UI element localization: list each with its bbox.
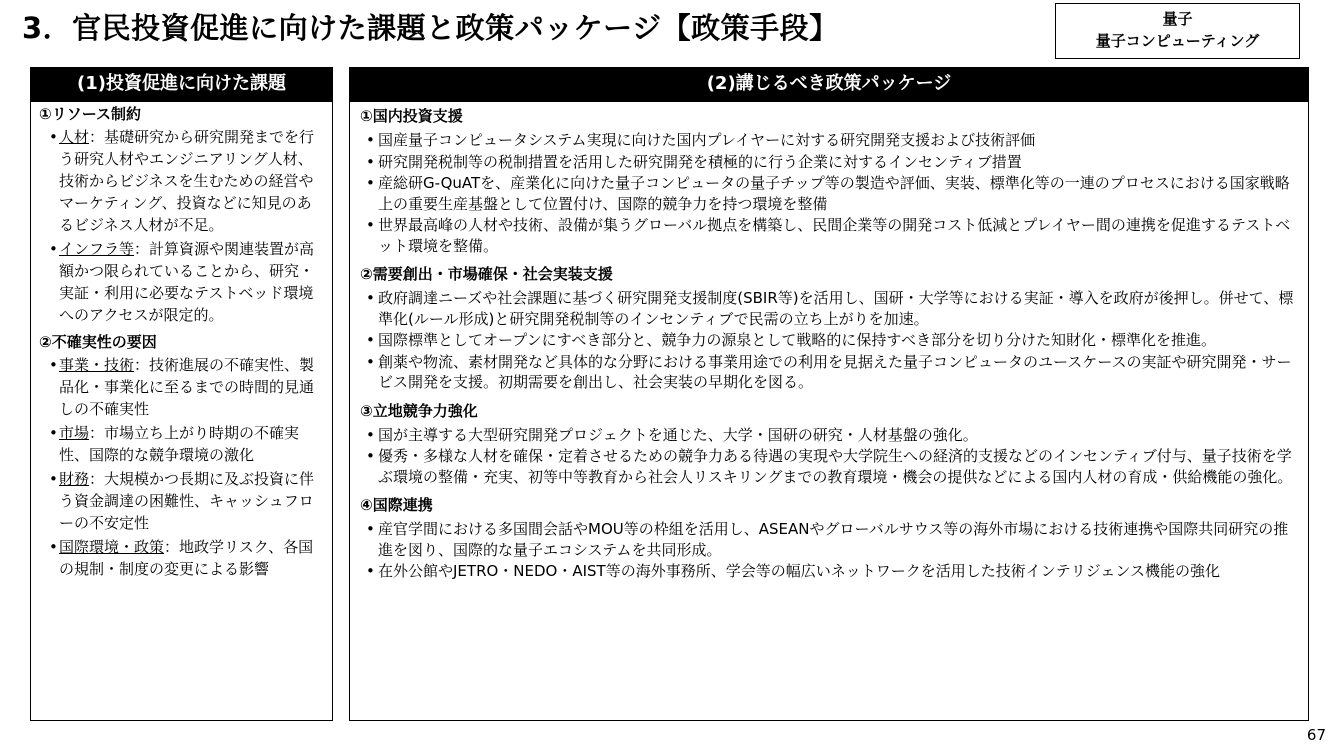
- item-term: 市場: [59, 424, 90, 442]
- section-title: ④国際連携: [360, 496, 433, 514]
- page-title: 3．官民投資促進に向けた課題と政策パッケージ【政策手段】: [22, 11, 839, 45]
- item-term: 人材: [59, 128, 90, 146]
- bullet-list: [360, 130, 1298, 256]
- list-item: • 国際標準としてオープンにすべき部分と、競争力の源泉として戦略的に保持すべき部分を切り分けた知財化・標準化を推進。: [360, 330, 1298, 351]
- section-title: ②不確実性の要因: [39, 333, 157, 351]
- item-term: インフラ等: [59, 240, 135, 258]
- list-item: [39, 354, 324, 420]
- item-text: ：大規模かつ長期に及ぶ投資に伴う資金調達の困難性、キャッシュフローの不安定性: [59, 470, 315, 532]
- policy-package-panel: [349, 67, 1309, 721]
- category-tag: [1055, 3, 1300, 59]
- section-title: ①リソース制約: [39, 105, 141, 123]
- list-item: [39, 422, 324, 466]
- category-tag-line2: 量子コンピューティング: [1095, 32, 1260, 50]
- list-item: • 世界最高峰の人材や技術、設備が集うグローバル拠点を構築し、民間企業等の開発コスト低減とプレイヤー間の連携を促進するテストベット環境を整備。: [360, 215, 1298, 256]
- section-title: ②需要創出・市場確保・社会実装支援: [360, 265, 613, 283]
- item-term: 国際環境・政策: [59, 538, 165, 556]
- challenges-panel: [30, 67, 333, 721]
- challenges-panel-body: [31, 102, 332, 580]
- policy-package-panel-header: (2)講じるべき政策パッケージ: [350, 68, 1308, 102]
- bullet-list: [360, 425, 1298, 488]
- challenges-panel-header: (1)投資促進に向けた課題: [31, 68, 332, 102]
- list-item: • 研究開発税制等の税制措置を活用した研究開発を積極的に行う企業に対するインセンティブ措置: [360, 152, 1298, 173]
- item-text: ：基礎研究から研究開発までを行う研究人材やエンジニアリング人材、技術からビジネスを生むための経営やマーケティング、投資などに知見のあるビジネス人材が不足。: [59, 128, 315, 234]
- list-item: [39, 238, 324, 326]
- item-text: ：技術進展の不確実性、製品化・事業化に至るまでの時間的見通しの不確実性: [59, 356, 315, 418]
- item-text: ：地政学リスク、各国の規制・制度の変更による影響: [59, 538, 314, 578]
- bullet-list: [39, 354, 324, 580]
- list-item: • 産総研G-QuATを、産業化に向けた量子コンピュータの量子チップ等の製造や評価、実装、標準化等の一連のプロセスにおける国家戦略上の重要生産基盤として位置付け、国際的競争力を持つ環境を整備: [360, 173, 1298, 214]
- bullet-list: [39, 126, 324, 326]
- list-item: • 国が主導する大型研究開発プロジェクトを通じた、大学・国研の研究・人材基盤の強化。: [360, 425, 1298, 446]
- page-number: 67: [1306, 726, 1326, 744]
- list-item: • 優秀・多様な人材を確保・定着させるための競争力ある待遇の実現や大学院生への経済的支援などのインセンティブ付与、量子技術を学ぶ環境の整備・充実、初等中等教育から社会人リスキリングまでの教育環境・機会の提供などによる国内人材の育成・供給機能の強化。: [360, 446, 1298, 487]
- list-item: [39, 126, 324, 236]
- item-text: ：計算資源や関連装置が高額かつ限られていることから、研究・実証・利用に必要なテストベッド環境へのアクセスが限定的。: [59, 240, 315, 324]
- list-item: • 産官学間における多国間会話やMOU等の枠組を活用し、ASEANやグローバルサウス等の海外市場における技術連携や国際共同研究の推進を図り、国際的な量子エコシステムを共同形成。: [360, 519, 1298, 560]
- policy-package-panel-body: [350, 102, 1308, 582]
- list-item: • 国産量子コンピュータシステム実現に向けた国内プレイヤーに対する研究開発支援および技術評価: [360, 130, 1298, 151]
- item-term: 事業・技術: [59, 356, 135, 374]
- list-item: • 政府調達ニーズや社会課題に基づく研究開発支援制度(SBIR等)を活用し、国研・大学等における実証・導入を政府が後押し。併せて、標準化(ルール形成)と研究開発税制等のインセンティブで民需の立ち上がりを加速。: [360, 288, 1298, 329]
- section-title: ③立地競争力強化: [360, 401, 478, 420]
- item-text: ：市場立ち上がり時期の不確実性、国際的な競争環境の激化: [59, 424, 300, 464]
- item-term: 財務: [59, 470, 90, 488]
- list-item: [39, 468, 324, 534]
- list-item: • 在外公館やJETRO・NEDO・AIST等の海外事務所、学会等の幅広いネットワークを活用した技術インテリジェンス機能の強化: [360, 561, 1298, 582]
- section-title: ①国内投資支援: [360, 107, 463, 125]
- bullet-list: [360, 288, 1298, 393]
- category-tag-line1: 量子: [1162, 10, 1193, 28]
- bullet-list: [360, 519, 1298, 582]
- list-item: • 創薬や物流、素材開発など具体的な分野における事業用途での利用を見据えた量子コンピュータのユースケースの実証や研究開発・サービス開発を支援。初期需要を創出し、社会実装の早期化を図る。: [360, 352, 1298, 393]
- list-item: [39, 536, 324, 580]
